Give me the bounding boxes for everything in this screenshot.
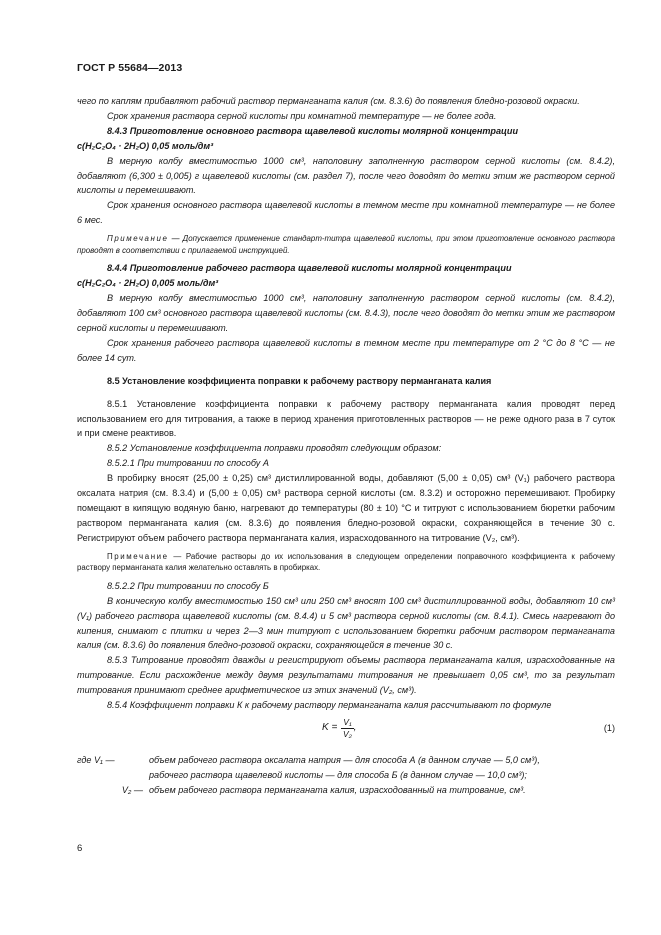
formula-comma: , (353, 722, 357, 734)
page-content (77, 94, 615, 798)
note-label: Примечание (107, 234, 169, 244)
formula-denominator: V₂ (343, 729, 352, 739)
where-text: объем рабочего раствора оксалата натрия — для способа А (в данном случае — 5,0 см³), (149, 755, 540, 765)
paragraph: В коническую колбу вместимостью 150 см³ или 250 см³ вносят 100 см³ дистиллированной воды, добавляют 10 см³ (V₁) рабочего раствора щавелевой кислоты (см. 8.4.4) и 5 см³ раствора серной кислоты (см. 8.4.1). Смесь нагревают до кипения, снимают с плитки и через 2—3 мин титруют с использованием бюретки рабочим раствором перманганата калия (см. 8.3.6) до появления бледно-розовой окраски, сохраняющейся в течение 30 с. (77, 595, 615, 651)
paragraph: В пробирку вносят (25,00 ± 0,25) см³ дистиллированной воды, добавляют (5,00 ± 0,05) см³ (V₁) рабочего раствора оксалата натрия (см. 8.3.4) и (5,00 ± 0,05) см³ раствора серной кислоты (см. 8.3.2) и осторожно перемешивают. Пробирку помещают в кипящую водяную баню, нагревают до температуры (80 ± 10) °С и титруют с использованием бюретки рабочим раствором перманганата калия (см. 8.3.6) до появления бледно-розовой окраски, сохраняющейся в течение 30 с. Регистрируют объем рабочего раствора перманганата калия, израсходованного на титрование (V₂, см³). (77, 473, 615, 543)
formula-lhs: K = (322, 722, 338, 734)
subsection-heading-8-4-4: 8.4.4 Приготовление рабочего раствора щавелевой кислоты молярной концентрации (107, 263, 512, 274)
page-number: 6 (77, 843, 83, 854)
paragraph: Срок хранения основного раствора щавелевой кислоты в темном месте при комнатной температуре — не более 6 мес. (77, 200, 615, 226)
where-text: объем рабочего раствора перманганата калия, израсходованный на титрование, см³. (149, 784, 526, 795)
section-heading-8-5: 8.5 Установление коэффициента поправки к рабочему раствору перманганата калия (107, 375, 492, 386)
where-text: рабочего раствора щавелевой кислоты — для способа Б (в данном случае — 10,0 см³); (149, 769, 527, 780)
paragraph: 8.5.4 Коэффициент поправки К к рабочему раствору перманганата калия рассчитывают по формуле (107, 700, 552, 711)
paragraph: В мерную колбу вместимостью 1000 см³, наполовину заполненную раствором серной кислоты (см. 8.4.2), добавляют 100 см³ основного раствора щавелевой кислоты (см. 8.4.3), после чего доводят до метки этим же раствором серной кислоты и перемешивают. (77, 293, 615, 333)
paragraph: чего по каплям прибавляют рабочий раствор перманганата калия (см. 8.3.6) до появления бледно-розовой окраски. (77, 96, 580, 106)
note (77, 233, 615, 256)
paragraph: 8.5.1 Установление коэффициента поправки к рабочему раствору перманганата калия проводят перед использованием его для титрования, а также в период хранения приготовленных растворов — не реже одного раза в 7 суток и при смене реактивов. (77, 398, 615, 439)
paragraph: 8.5.2.1 При титровании по способу А (107, 458, 269, 469)
formula-fraction (341, 717, 353, 740)
paragraph: Срок хранения раствора серной кислоты при комнатной температуре — не более года. (107, 110, 497, 121)
where-label (77, 768, 149, 783)
paragraph: 8.5.2.2 При титровании по способу Б (107, 580, 269, 591)
formula-block (77, 713, 615, 753)
where-line (77, 753, 615, 768)
subsection-heading-8-4-4-formula: c(H₂C₂O₄ · 2H₂O) 0,005 моль/дм³ (77, 278, 219, 289)
note (77, 551, 615, 574)
note-label: Примечание (107, 551, 169, 561)
formula (322, 717, 356, 740)
where-line (77, 783, 615, 798)
standard-header: ГОСТ Р 55684—2013 (77, 62, 183, 74)
paragraph: Срок хранения рабочего раствора щавелевой кислоты в темном месте при температуре от 2 °С до 8 °С — не более 14 сут. (77, 337, 615, 363)
note-text: — Рабочие растворы до их использования в следующем определении поправочного коэффициента к рабочему раствору перманганата калия желательно оставлять в пробирках. (77, 551, 615, 573)
paragraph: В мерную колбу вместимостью 1000 см³, наполовину заполненную раствором серной кислоты (см. 8.4.2), добавляют (6,300 ± 0,005) г щавелевой кислоты (см. раздел 7), после чего доводят до метки этим же раствором серной кислоты и перемешивают. (77, 155, 615, 196)
where-label: где V₁ — (77, 755, 115, 765)
where-label: V₂ — (121, 784, 143, 795)
paragraph: 8.5.3 Титрование проводят дважды и регистрируют объемы раствора перманганата калия, израсходованные на титрование. Если расхождение между двумя результатами титрования не превышает 0,05 см³, то за результат титрования принимают среднее арифметическое из этих значений (V₂, см³). (77, 655, 615, 696)
subsection-heading-8-4-3: 8.4.3 Приготовление основного раствора щавелевой кислоты молярной концентрации (107, 125, 519, 136)
subsection-heading-8-4-3-formula: c(H₂C₂O₄ · 2H₂O) 0,05 моль/дм³ (77, 140, 214, 151)
formula-numerator: V₁ (343, 717, 352, 727)
equation-number: (1) (603, 723, 615, 733)
where-line (77, 768, 615, 783)
paragraph: 8.5.2 Установление коэффициента поправки проводят следующим образом: (107, 443, 442, 454)
note-text: — Допускается применение стандарт-титра щавелевой кислоты, при этом приготовление основного раствора проводят в соответствии с прилагаемой инструкцией. (77, 234, 615, 255)
